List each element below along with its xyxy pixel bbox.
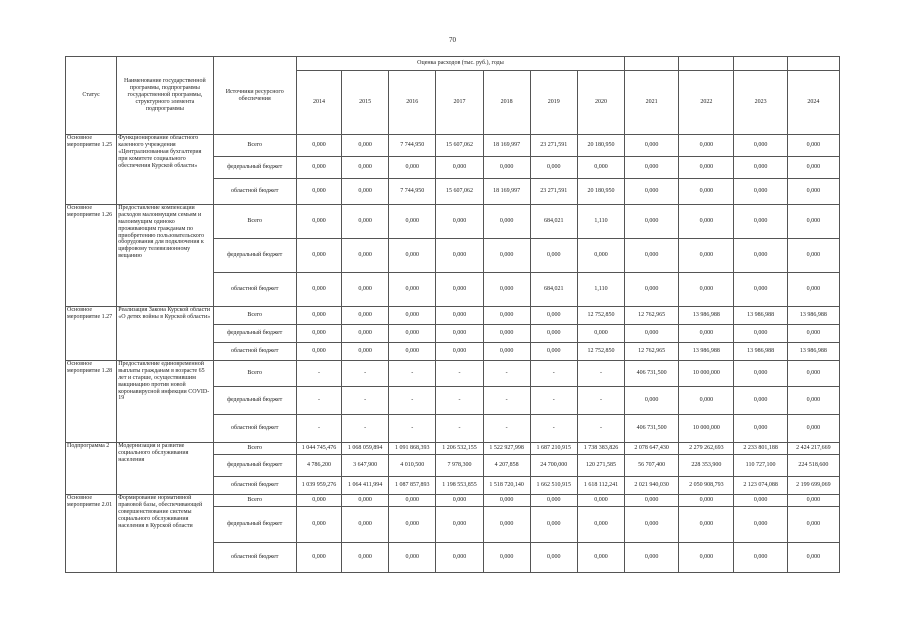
value-cell: 0,000 [787, 205, 839, 239]
value-cell: 0,000 [787, 361, 839, 387]
value-cell: - [342, 415, 389, 443]
value-cell: 12 762,965 [625, 307, 679, 325]
value-cell: 0,000 [734, 507, 787, 543]
value-cell: 56 707,400 [625, 455, 679, 477]
value-cell: 13 986,988 [679, 307, 734, 325]
value-cell: 0,000 [436, 307, 483, 325]
value-cell: 0,000 [787, 387, 839, 415]
value-cell: 0,000 [625, 507, 679, 543]
table-row [66, 307, 840, 325]
value-cell: 0,000 [342, 325, 389, 343]
page-number: 70 [449, 36, 456, 44]
value-cell: - [296, 387, 341, 415]
value-cell: 0,000 [436, 205, 483, 239]
table-row [66, 205, 840, 239]
value-cell: 0,000 [436, 543, 483, 573]
value-cell: 0,000 [296, 543, 341, 573]
value-cell: 0,000 [625, 179, 679, 205]
status-cell: Основное мероприятие 1.26 [66, 205, 117, 307]
value-cell: 0,000 [483, 205, 530, 239]
value-cell: 0,000 [679, 179, 734, 205]
header-year: 2016 [389, 71, 436, 135]
value-cell: 0,000 [530, 495, 577, 507]
source-cell: Всего [213, 135, 296, 157]
value-cell: 1 068 059,894 [342, 443, 389, 455]
value-cell: 18 169,997 [483, 179, 530, 205]
value-cell: 0,000 [734, 205, 787, 239]
value-cell: 0,000 [296, 239, 341, 273]
value-cell: 0,000 [436, 239, 483, 273]
value-cell: 1 738 383,826 [577, 443, 624, 455]
value-cell: 0,000 [483, 307, 530, 325]
program-name-cell: Предоставление компенсации расходов малоимущим семьям и малоимущим одиноко проживающим гражданам по приобретению пользовательского оборудования для подключения к цифровому телевизионному вещанию [117, 205, 213, 307]
value-cell: 110 727,100 [734, 455, 787, 477]
value-cell: 7 978,300 [436, 455, 483, 477]
value-cell: 0,000 [436, 495, 483, 507]
value-cell: 0,000 [734, 361, 787, 387]
value-cell: 2 199 699,069 [787, 477, 839, 495]
value-cell: 0,000 [625, 325, 679, 343]
program-name-cell: Функционирование областного казенного учреждения «Централизованная бухгалтерия при комитете социального обеспечения Курской области» [117, 135, 213, 205]
value-cell: 0,000 [296, 273, 341, 307]
value-cell: 2 021 940,030 [625, 477, 679, 495]
status-cell: Основное мероприятие 1.28 [66, 361, 117, 443]
value-cell: 1 064 411,994 [342, 477, 389, 495]
value-cell: 0,000 [296, 179, 341, 205]
header-year: 2024 [787, 71, 839, 135]
value-cell: 406 731,500 [625, 415, 679, 443]
program-name-cell: Реализация Закона Курской области «О детях войны в Курской области» [117, 307, 213, 361]
value-cell: 20 180,950 [577, 179, 624, 205]
value-cell: - [530, 387, 577, 415]
header-name: Наименование государственной программы, подпрограммы государственной программы, структурного элемента подпрограммы [117, 57, 213, 135]
value-cell: 0,000 [530, 507, 577, 543]
value-cell: - [389, 361, 436, 387]
status-cell: Основное мероприятие 2.01 [66, 495, 117, 573]
value-cell: 0,000 [787, 495, 839, 507]
value-cell: 1 662 510,915 [530, 477, 577, 495]
value-cell: 0,000 [734, 135, 787, 157]
value-cell: 0,000 [625, 135, 679, 157]
value-cell: 1 522 927,998 [483, 443, 530, 455]
value-cell: 10 000,000 [679, 361, 734, 387]
status-cell: Подпрограмма 2 [66, 443, 117, 495]
value-cell: 0,000 [342, 179, 389, 205]
source-cell: областной бюджет [213, 273, 296, 307]
value-cell: 0,000 [483, 325, 530, 343]
value-cell: 0,000 [625, 239, 679, 273]
value-cell: 0,000 [296, 157, 341, 179]
value-cell: 1 087 857,893 [389, 477, 436, 495]
value-cell: 0,000 [342, 543, 389, 573]
header-expense-group: Оценка расходов (тыс. руб.), годы [296, 57, 624, 71]
header-year: 2017 [436, 71, 483, 135]
source-cell: Всего [213, 205, 296, 239]
value-cell: 1 618 112,241 [577, 477, 624, 495]
value-cell: 0,000 [389, 157, 436, 179]
value-cell: - [436, 415, 483, 443]
source-cell: федеральный бюджет [213, 507, 296, 543]
value-cell: 0,000 [342, 135, 389, 157]
value-cell: 0,000 [679, 543, 734, 573]
value-cell: 24 700,000 [530, 455, 577, 477]
value-cell: 0,000 [436, 157, 483, 179]
source-cell: областной бюджет [213, 415, 296, 443]
value-cell: 0,000 [483, 157, 530, 179]
value-cell: 0,000 [296, 495, 341, 507]
value-cell: 7 744,950 [389, 179, 436, 205]
value-cell: 0,000 [679, 157, 734, 179]
value-cell: 18 169,997 [483, 135, 530, 157]
value-cell: 0,000 [342, 205, 389, 239]
header-year: 2018 [483, 71, 530, 135]
value-cell: - [530, 361, 577, 387]
value-cell: - [436, 361, 483, 387]
value-cell: 2 279 262,693 [679, 443, 734, 455]
source-cell: Всего [213, 443, 296, 455]
value-cell: 0,000 [679, 239, 734, 273]
value-cell: 0,000 [342, 507, 389, 543]
value-cell: 0,000 [577, 157, 624, 179]
value-cell: 2 050 908,793 [679, 477, 734, 495]
value-cell: 23 271,591 [530, 179, 577, 205]
source-cell: областной бюджет [213, 179, 296, 205]
program-name-cell: Модернизация и развитие социального обслуживания населения [117, 443, 213, 495]
value-cell: - [296, 415, 341, 443]
source-cell: Всего [213, 361, 296, 387]
value-cell: 0,000 [389, 205, 436, 239]
table-row [66, 361, 840, 387]
source-cell: федеральный бюджет [213, 455, 296, 477]
value-cell: 0,000 [734, 495, 787, 507]
value-cell: 0,000 [342, 307, 389, 325]
status-cell: Основное мероприятие 1.25 [66, 135, 117, 205]
value-cell: 10 000,000 [679, 415, 734, 443]
value-cell: 2 123 074,088 [734, 477, 787, 495]
value-cell: 0,000 [389, 543, 436, 573]
value-cell: 15 607,062 [436, 135, 483, 157]
value-cell: - [389, 387, 436, 415]
value-cell: 0,000 [577, 239, 624, 273]
value-cell: - [436, 387, 483, 415]
value-cell: 0,000 [787, 179, 839, 205]
value-cell: 0,000 [483, 495, 530, 507]
value-cell: 0,000 [787, 543, 839, 573]
value-cell: 13 986,988 [679, 343, 734, 361]
value-cell: 0,000 [577, 495, 624, 507]
source-cell: областной бюджет [213, 543, 296, 573]
value-cell: 120 271,585 [577, 455, 624, 477]
header-year: 2015 [342, 71, 389, 135]
value-cell: 12 752,850 [577, 307, 624, 325]
value-cell: 0,000 [342, 239, 389, 273]
value-cell: 0,000 [679, 325, 734, 343]
status-cell: Основное мероприятие 1.27 [66, 307, 117, 361]
value-cell: 1,110 [577, 273, 624, 307]
value-cell: 1 091 868,393 [389, 443, 436, 455]
value-cell: 0,000 [679, 205, 734, 239]
value-cell: 0,000 [577, 325, 624, 343]
value-cell: 0,000 [530, 307, 577, 325]
value-cell: 0,000 [483, 239, 530, 273]
value-cell: 13 986,988 [787, 307, 839, 325]
value-cell: 1,110 [577, 205, 624, 239]
header-year: 2021 [625, 71, 679, 135]
value-cell: 1 044 745,476 [296, 443, 341, 455]
value-cell: 0,000 [389, 507, 436, 543]
value-cell: 0,000 [389, 307, 436, 325]
source-cell: областной бюджет [213, 343, 296, 361]
source-cell: областной бюджет [213, 477, 296, 495]
value-cell: 0,000 [530, 343, 577, 361]
value-cell: 13 986,988 [787, 343, 839, 361]
value-cell: 12 762,965 [625, 343, 679, 361]
value-cell: 7 744,950 [389, 135, 436, 157]
value-cell: 0,000 [436, 273, 483, 307]
value-cell: 0,000 [625, 387, 679, 415]
value-cell: 0,000 [296, 507, 341, 543]
value-cell: 0,000 [296, 135, 341, 157]
value-cell: 0,000 [483, 507, 530, 543]
value-cell: 0,000 [734, 415, 787, 443]
value-cell: 0,000 [483, 343, 530, 361]
value-cell: - [296, 361, 341, 387]
table-row [66, 135, 840, 157]
header-year: 2020 [577, 71, 624, 135]
value-cell: 2 233 801,188 [734, 443, 787, 455]
value-cell: 23 271,591 [530, 135, 577, 157]
value-cell: 0,000 [389, 273, 436, 307]
value-cell: 15 607,062 [436, 179, 483, 205]
program-name-cell: Формирование нормативной правовой базы, обеспечивающей совершенствование системы социального обслуживания населения в Курской области [117, 495, 213, 573]
header-year: 2014 [296, 71, 341, 135]
value-cell: - [483, 361, 530, 387]
value-cell: 0,000 [342, 495, 389, 507]
value-cell: 13 986,988 [734, 307, 787, 325]
value-cell: 0,000 [734, 325, 787, 343]
value-cell: 0,000 [625, 157, 679, 179]
value-cell: 0,000 [483, 273, 530, 307]
value-cell: 0,000 [787, 325, 839, 343]
value-cell: 0,000 [436, 507, 483, 543]
header-blank [787, 57, 839, 71]
value-cell: 0,000 [342, 157, 389, 179]
value-cell: 406 731,500 [625, 361, 679, 387]
value-cell: 0,000 [483, 543, 530, 573]
value-cell: 0,000 [296, 343, 341, 361]
value-cell: 0,000 [389, 343, 436, 361]
value-cell: 0,000 [787, 239, 839, 273]
value-cell: 1 039 959,276 [296, 477, 341, 495]
value-cell: 2 424 217,669 [787, 443, 839, 455]
value-cell: 0,000 [625, 205, 679, 239]
value-cell: 1 687 210,915 [530, 443, 577, 455]
value-cell: 0,000 [296, 325, 341, 343]
value-cell: 4 207,858 [483, 455, 530, 477]
value-cell: 0,000 [787, 507, 839, 543]
value-cell: 0,000 [679, 507, 734, 543]
program-name-cell: Предоставление единовременной выплаты гражданам в возрасте 65 лет и старше, осуществившим вакцинацию против новой коронавирусной инфекции COVID-19 [117, 361, 213, 443]
source-cell: федеральный бюджет [213, 387, 296, 415]
value-cell: 0,000 [530, 239, 577, 273]
value-cell: 0,000 [734, 239, 787, 273]
value-cell: 0,000 [625, 495, 679, 507]
source-cell: Всего [213, 307, 296, 325]
value-cell: 0,000 [436, 343, 483, 361]
header-blank [625, 57, 679, 71]
value-cell: 0,000 [679, 135, 734, 157]
value-cell: 0,000 [679, 387, 734, 415]
value-cell: 0,000 [787, 157, 839, 179]
budget-table [65, 56, 840, 573]
value-cell: - [577, 387, 624, 415]
value-cell: 228 353,900 [679, 455, 734, 477]
value-cell: 4 786,200 [296, 455, 341, 477]
value-cell: 0,000 [787, 273, 839, 307]
value-cell: 0,000 [734, 387, 787, 415]
value-cell: 3 647,900 [342, 455, 389, 477]
value-cell: 0,000 [787, 135, 839, 157]
value-cell: 0,000 [679, 273, 734, 307]
table-row [66, 443, 840, 455]
value-cell: 0,000 [530, 325, 577, 343]
value-cell: 0,000 [436, 325, 483, 343]
value-cell: 0,000 [625, 273, 679, 307]
value-cell: 4 010,500 [389, 455, 436, 477]
table-row [66, 495, 840, 507]
source-cell: Всего [213, 495, 296, 507]
value-cell: 20 180,950 [577, 135, 624, 157]
value-cell: 684,021 [530, 273, 577, 307]
value-cell: 1 518 720,140 [483, 477, 530, 495]
value-cell: 0,000 [530, 157, 577, 179]
value-cell: - [483, 415, 530, 443]
value-cell: 0,000 [679, 495, 734, 507]
value-cell: - [577, 415, 624, 443]
value-cell: 0,000 [577, 543, 624, 573]
value-cell: 0,000 [734, 157, 787, 179]
value-cell: 0,000 [296, 307, 341, 325]
value-cell: 0,000 [734, 179, 787, 205]
value-cell: 1 198 553,855 [436, 477, 483, 495]
header-blank [679, 57, 734, 71]
value-cell: - [389, 415, 436, 443]
value-cell: 0,000 [734, 273, 787, 307]
value-cell: 0,000 [787, 415, 839, 443]
value-cell: 0,000 [577, 507, 624, 543]
value-cell: 0,000 [734, 543, 787, 573]
header-blank [734, 57, 787, 71]
value-cell: 224 518,600 [787, 455, 839, 477]
header-source: Источники ресурсного обеспечения [213, 57, 296, 135]
value-cell: - [342, 361, 389, 387]
value-cell: 0,000 [342, 343, 389, 361]
value-cell: - [483, 387, 530, 415]
source-cell: федеральный бюджет [213, 157, 296, 179]
value-cell: 0,000 [530, 543, 577, 573]
value-cell: 13 986,988 [734, 343, 787, 361]
value-cell: 0,000 [296, 205, 341, 239]
value-cell: 0,000 [342, 273, 389, 307]
value-cell: 0,000 [625, 543, 679, 573]
value-cell: - [342, 387, 389, 415]
value-cell: 0,000 [389, 239, 436, 273]
value-cell: - [577, 361, 624, 387]
value-cell: 2 078 647,430 [625, 443, 679, 455]
value-cell: 1 206 532,155 [436, 443, 483, 455]
source-cell: федеральный бюджет [213, 239, 296, 273]
value-cell: 0,000 [389, 495, 436, 507]
source-cell: федеральный бюджет [213, 325, 296, 343]
header-year: 2019 [530, 71, 577, 135]
header-status: Статус [66, 57, 117, 135]
value-cell: - [530, 415, 577, 443]
header-year: 2023 [734, 71, 787, 135]
value-cell: 0,000 [389, 325, 436, 343]
header-year: 2022 [679, 71, 734, 135]
value-cell: 12 752,850 [577, 343, 624, 361]
value-cell: 684,021 [530, 205, 577, 239]
